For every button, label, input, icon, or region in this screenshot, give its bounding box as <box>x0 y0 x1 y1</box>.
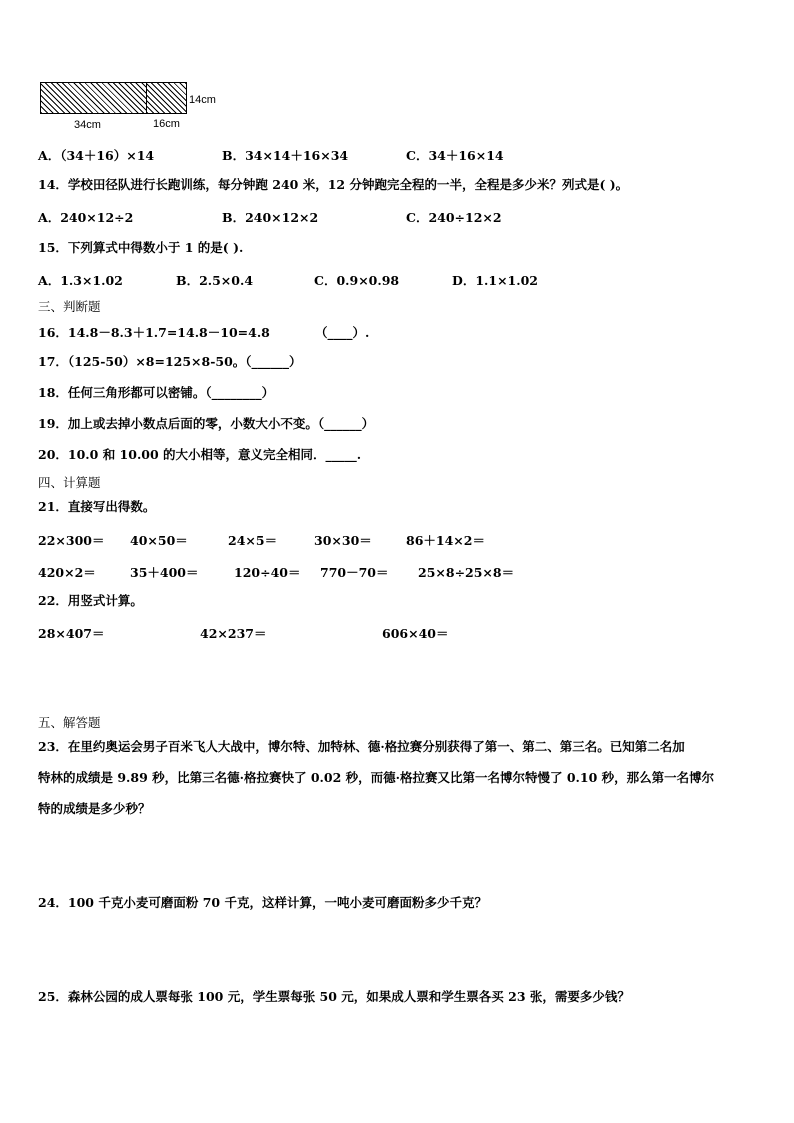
q21-r1-item: 24×5＝ <box>228 533 278 548</box>
q20-text: 20．10.0 和 10.00 的大小相等，意义完全相同．_____. <box>38 447 362 462</box>
q21-r1-item: 86＋14×2＝ <box>406 533 485 548</box>
q22-text: 22．用竖式计算。 <box>38 593 143 608</box>
label-height: 14cm <box>189 94 216 106</box>
q24-text: 24．100 千克小麦可磨面粉 70 千克，这样计算，一吨小麦可磨面粉多少千克？ <box>38 895 487 910</box>
section-3-title: 三、判断题 <box>38 299 101 314</box>
q13-option-a[interactable]: A．（34＋16）×14 <box>38 148 155 163</box>
q23-line-3: 特的成绩是多少秒？ <box>38 801 151 816</box>
q15-option-b[interactable]: B．2.5×0.4 <box>176 273 254 288</box>
q21-r2-item: 25×8÷25×8＝ <box>418 565 515 580</box>
q15-text: 15．下列算式中得数小于 1 的是( ). <box>38 240 244 255</box>
section-5-title: 五、解答题 <box>38 715 101 730</box>
hatched-rect-left <box>40 82 147 114</box>
q21-r2-item: 770－70＝ <box>320 565 389 580</box>
q16-expression: 16．14.8－8.3＋1.7=14.8－10=4.8 <box>38 325 270 340</box>
section-4-title: 四、计算题 <box>38 475 101 490</box>
rectangle-figure <box>40 82 240 132</box>
hatched-rect-right <box>146 82 187 114</box>
q25-text: 25．森林公园的成人票每张 100 元，学生票每张 50 元，如果成人票和学生票各买 23 张，需要多少钱？ <box>38 989 630 1004</box>
q21-r2-item: 120÷40＝ <box>234 565 301 580</box>
q21-r2-item: 420×2＝ <box>38 565 96 580</box>
q15-option-c[interactable]: C．0.9×0.98 <box>314 273 400 288</box>
q21-r1-item: 22×300＝ <box>38 533 105 548</box>
q22-item: 28×407＝ <box>38 626 105 641</box>
q21-r1-item: 30×30＝ <box>314 533 372 548</box>
q23-line-1: 23．在里约奥运会男子百米飞人大战中，博尔特、加特林、德·格拉赛分别获得了第一、第二、第三名。已知第二名加 <box>38 739 685 754</box>
q15-option-a[interactable]: A．1.3×1.02 <box>38 273 123 288</box>
q15-option-d[interactable]: D．1.1×1.02 <box>452 273 539 288</box>
q14-text: 14．学校田径队进行长跑训练，每分钟跑 240 米，12 分钟跑完全程的一半，全程是多少米？列式是( )。 <box>38 177 629 192</box>
q14-option-b[interactable]: B．240×12×2 <box>222 210 319 225</box>
label-left-width: 34cm <box>74 119 101 131</box>
q14-option-a[interactable]: A．240×12÷2 <box>38 210 134 225</box>
q22-item: 42×237＝ <box>200 626 267 641</box>
q21-r1-item: 40×50＝ <box>130 533 188 548</box>
q14-option-c[interactable]: C．240÷12×2 <box>406 210 502 225</box>
q21-r2-item: 35＋400＝ <box>130 565 199 580</box>
q22-item: 606×40＝ <box>382 626 449 641</box>
q17-text: 17．（125-50）×8=125×8-50。（______） <box>38 354 302 369</box>
q23-line-2: 特林的成绩是 9.89 秒，比第三名德·格拉赛快了 0.02 秒，而德·格拉赛又比第一名博尔特慢了 0.10 秒，那么第一名博尔 <box>38 770 715 785</box>
q19-text: 19．加上或去掉小数点后面的零，小数大小不变。（______） <box>38 416 375 431</box>
q16-blank[interactable]: （____）. <box>315 325 370 340</box>
q18-text: 18．任何三角形都可以密铺。（________） <box>38 385 275 400</box>
q13-option-b[interactable]: B．34×14＋16×34 <box>222 148 349 163</box>
q13-option-c[interactable]: C．34＋16×14 <box>406 148 504 163</box>
q21-text: 21．直接写出得数。 <box>38 499 156 514</box>
label-right-width: 16cm <box>153 118 180 130</box>
